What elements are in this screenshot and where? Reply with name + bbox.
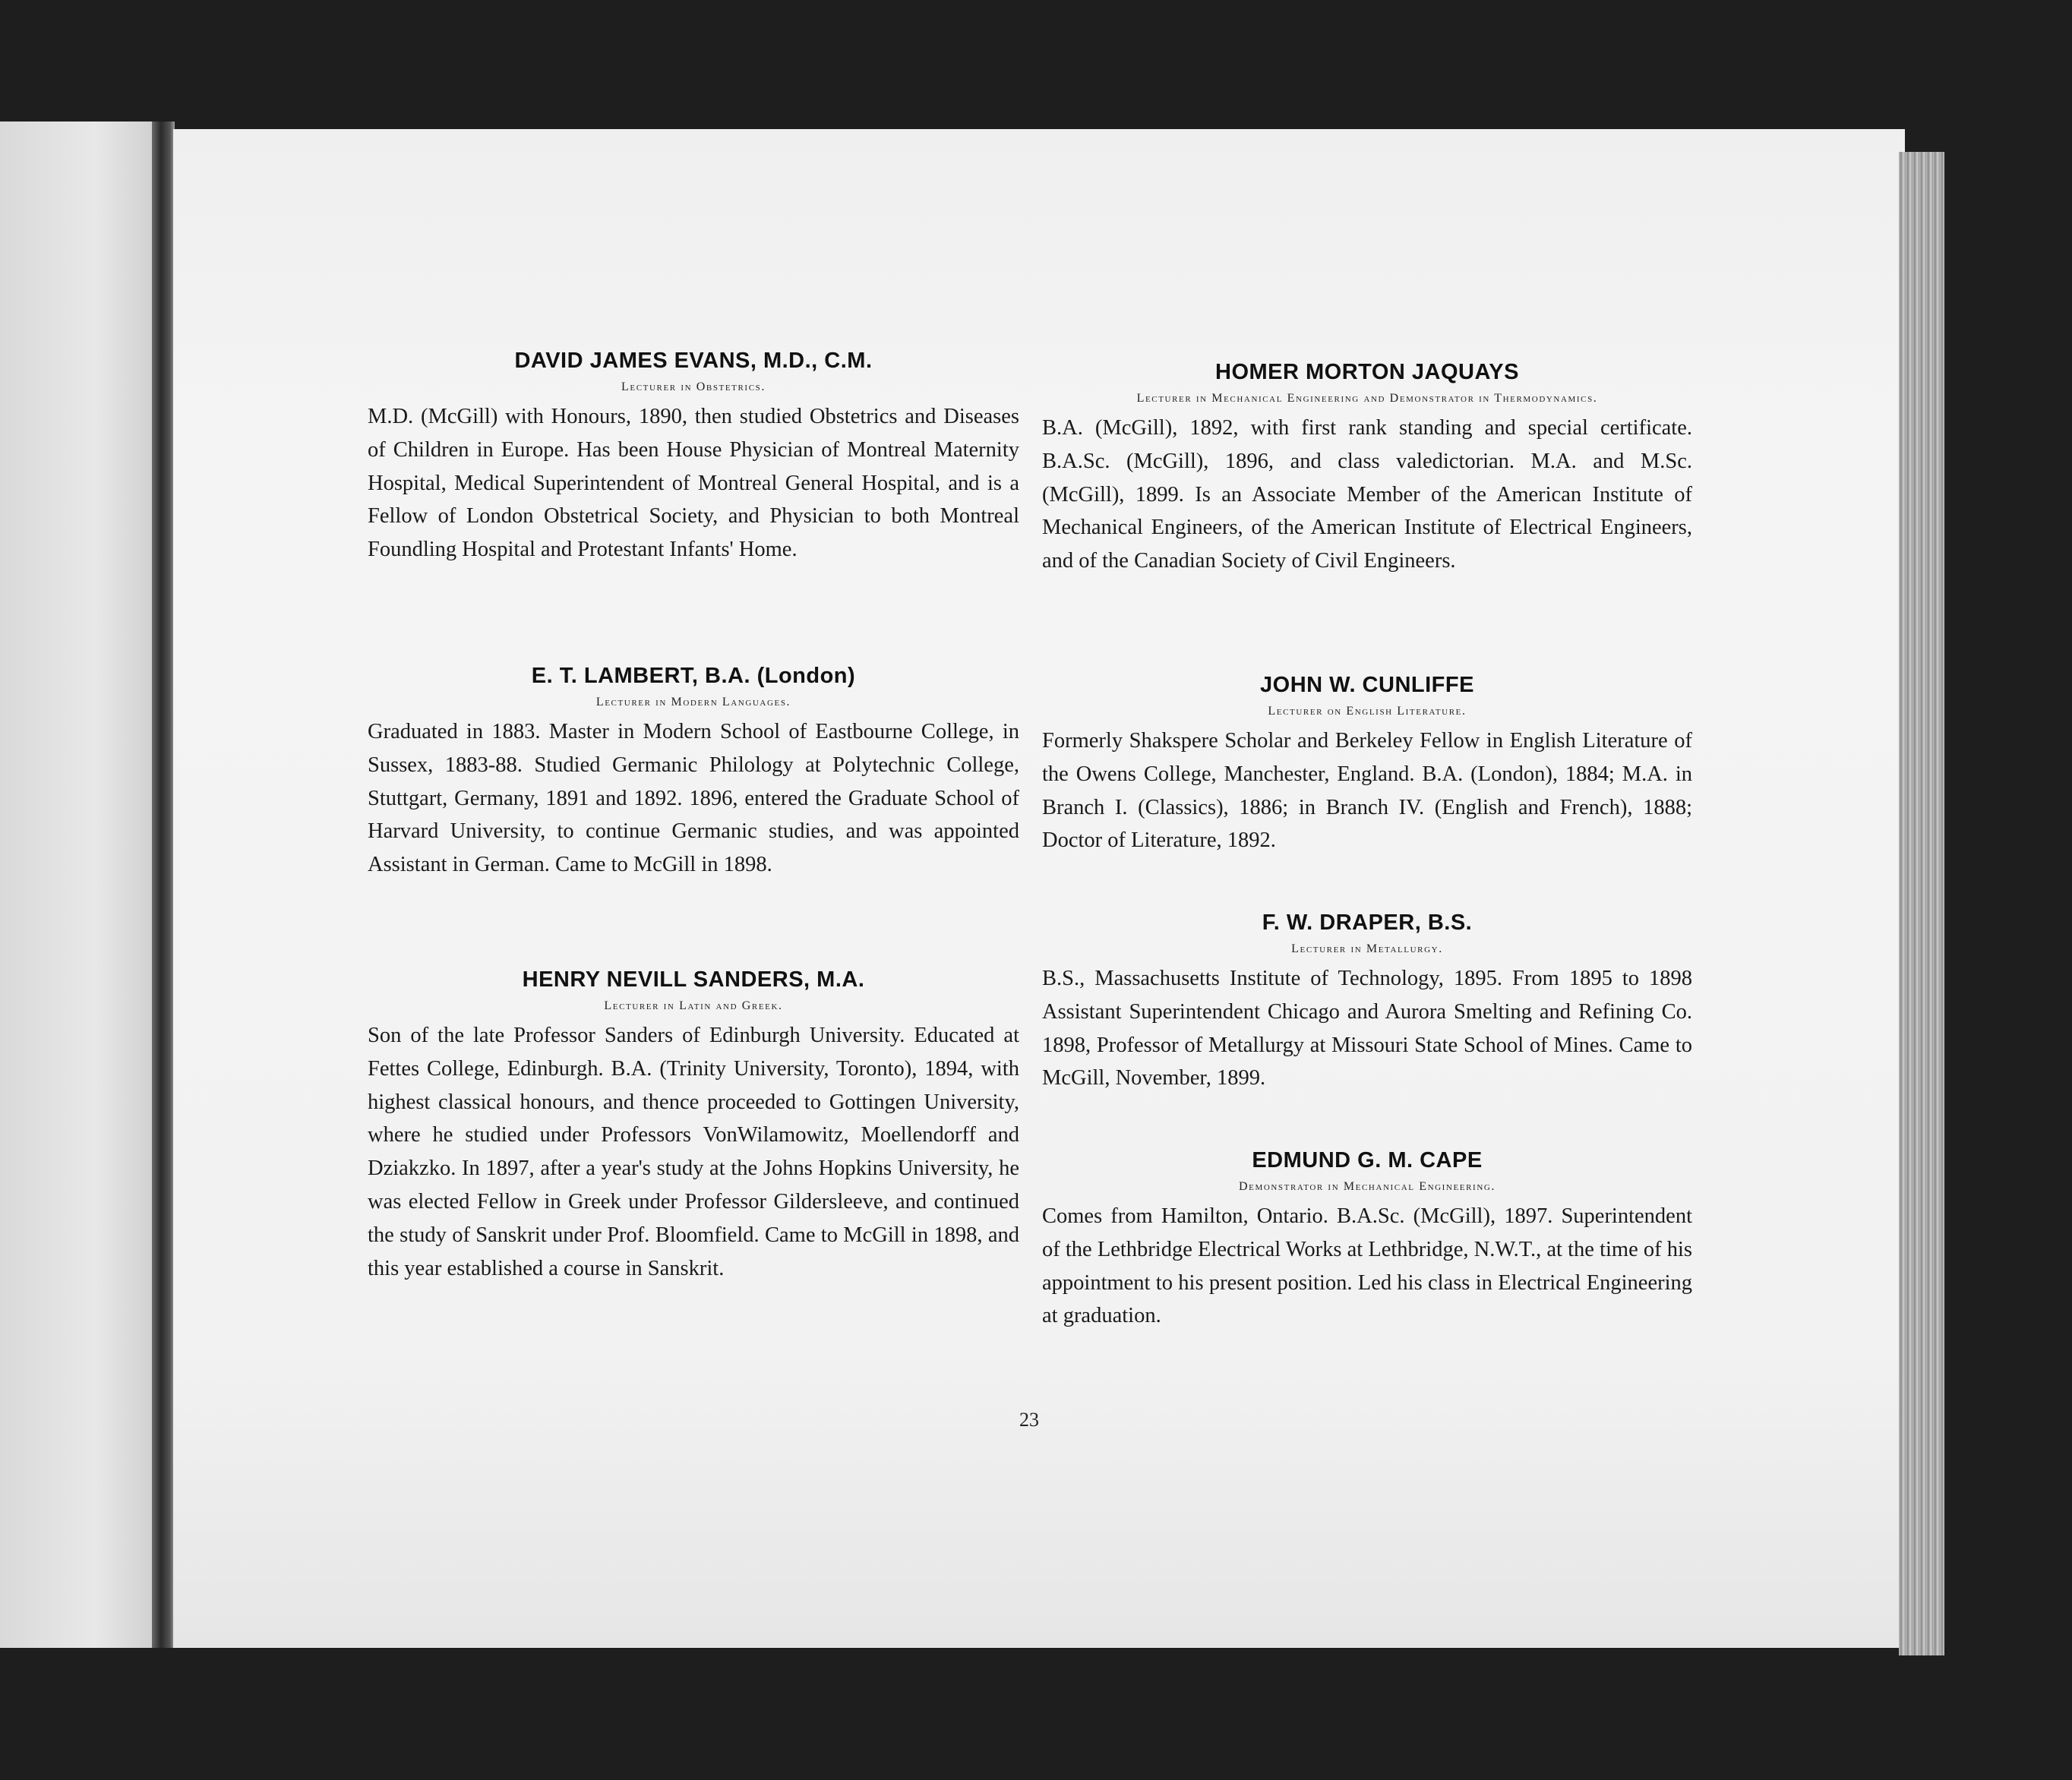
page-stack-edge <box>1899 152 1944 1655</box>
entry-evans <box>368 346 1019 567</box>
entry-name: HOMER MORTON JAQUAYS <box>1215 360 1519 384</box>
entry-draper <box>1042 907 1692 1095</box>
entry-lambert <box>368 661 1019 882</box>
entry-cape <box>1042 1145 1692 1333</box>
entry-name: DAVID JAMES EVANS, M.D., C.M. <box>514 349 873 373</box>
entry-title: Lecturer on English Literature. <box>1268 705 1467 718</box>
entry-title: Lecturer in Latin and Greek. <box>604 999 783 1012</box>
page-number: 23 <box>1019 1409 1039 1431</box>
entry-title: Lecturer in Mechanical Engineering and Demonstrator in Thermodynamics. <box>1136 392 1598 405</box>
entry-sanders <box>368 964 1019 1285</box>
entry-bio: Comes from Hamilton, Ontario. B.A.Sc. (McGill), 1897. Superintendent of the Lethbridge Electrical Works at Lethbridge, N.W.T., at the time of his appointment to his present position. Led his class in Electrical Engineering at graduation. <box>1042 1204 1692 1328</box>
entry-title: Demonstrator in Mechanical Engineering. <box>1238 1180 1496 1193</box>
entry-title: Lecturer in Obstetrics. <box>621 380 766 393</box>
left-page-edge <box>0 122 158 1648</box>
entry-name: JOHN W. CUNLIFFE <box>1260 673 1474 697</box>
entry-name: E. T. LAMBERT, B.A. (London) <box>531 664 856 688</box>
entry-jaquays <box>1042 357 1692 578</box>
book-gutter <box>152 122 175 1648</box>
entry-cunliffe <box>1042 670 1692 857</box>
entry-bio: B.S., Massachusetts Institute of Technology, 1895. From 1895 to 1898 Assistant Superintendent Chicago and Aurora Smelting and Refining Co. 1898, Professor of Metallurgy at Missouri State School of Mines. Came to McGill, November, 1899. <box>1042 967 1692 1090</box>
entry-bio: Son of the late Professor Sanders of Edinburgh University. Educated at Fettes College, Edinburgh. B.A. (Trinity University, Toronto), 1894, with highest classical honours, and thence proceeded to Gottingen University, where he studied under Professors VonWilamowitz, Moellendorff and Dziakzko. In 1897, after a year's study at the Johns Hopkins University, he was elected Fellow in Greek under Professor Gildersleeve, and continued the study of Sanskrit under Prof. Bloomfield. Came to McGill in 1898, and this year established a course in Sanskrit. <box>368 1024 1019 1280</box>
entry-name: EDMUND G. M. CAPE <box>1252 1148 1483 1172</box>
entry-name: F. W. DRAPER, B.S. <box>1262 911 1473 935</box>
entry-bio: Formerly Shakspere Scholar and Berkeley Fellow in English Literature of the Owens College, Manchester, England. B.A. (London), 1884; M.A. in Branch I. (Classics), 1886; in Branch IV. (English and French), 1888; Doctor of Literature, 1892. <box>1042 729 1692 853</box>
entry-title: Lecturer in Metallurgy. <box>1291 942 1443 955</box>
entry-bio: B.A. (McGill), 1892, with first rank standing and special certificate. B.A.Sc. (McGill), 1896, and class valedictorian. M.A. and M.Sc. (McGill), 1899. Is an Associate Member of the American Institute of Mechanical Engineers, of the American Institute of Electrical Engineers, and of the Canadian Society of Civil Engineers. <box>1042 416 1692 573</box>
entry-bio: M.D. (McGill) with Honours, 1890, then studied Obstetrics and Diseases of Children in Europe. Has been House Physician of Montreal Maternity Hospital, Medical Superintendent of Montreal General Hospital, and is a Fellow of London Obstetrical Society, and Physician to both Montreal Foundling Hospital and Protestant Infants' Home. <box>368 405 1019 562</box>
entry-bio: Graduated in 1883. Master in Modern School of Eastbourne College, in Sussex, 1883-88. Studied Germanic Philology at Polytechnic College, Stuttgart, Germany, 1891 and 1892. 1896, entered the Graduate School of Harvard University, to continue Germanic studies, and was appointed Assistant in German. Came to McGill in 1898. <box>368 720 1019 877</box>
entry-title: Lecturer in Modern Languages. <box>595 696 791 709</box>
entry-name: HENRY NEVILL SANDERS, M.A. <box>522 967 865 992</box>
